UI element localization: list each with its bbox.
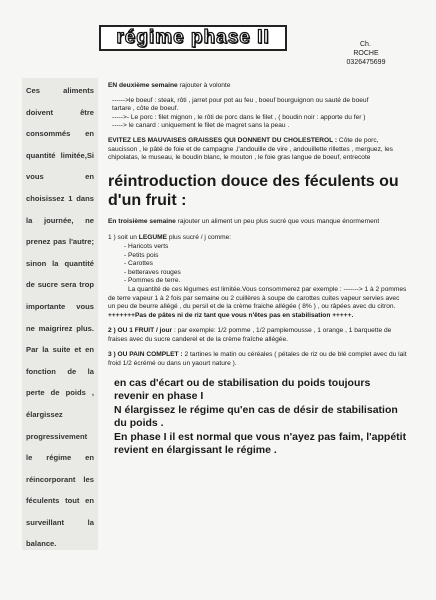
note-line: N élargissez le régime qu'en cas de désir de stabilisation du poids . <box>114 403 398 430</box>
list-item: - Pommes de terre. <box>124 277 181 285</box>
vegetable-list <box>108 243 408 286</box>
author-initials: Ch. <box>360 41 371 48</box>
list-item: - Carottes <box>124 260 153 268</box>
reintro-title: réintroduction douce des féculents ou d'un fruit : <box>108 172 399 209</box>
item1-text: La quantité de ces légumes est limitée.Vous consommerez par exemple : -------> 1 à 2 pommes de terre vapeur 1 à 2 fois par semaine ou 2 cuillères à soupe de carottes cuites vapeur servies avec un peu de beurre allégé , du persil et de la crème fraiche allégée ( 8% ) , ou râpées avec du citron. <box>108 285 407 311</box>
list-item: - betteraves rouges <box>124 268 181 276</box>
week3-line <box>108 218 408 227</box>
author-block <box>336 40 396 67</box>
note-line: en cas d'écart ou de stabilisation du poids toujours revenir en phase I <box>114 376 371 403</box>
item3-paragraph <box>108 351 408 368</box>
week2-heading-rest: rajouter à volonte <box>177 82 231 89</box>
item3-text: 2 tartines le matin ou céréales ( pétales de riz ou de blé complet avec du lait froid 1/2 écrémé ou dans un yaourt nature ). <box>108 351 407 368</box>
item1-label-rest: plus sucré / j comme: <box>167 234 232 242</box>
list-item: - Haricots verts <box>124 242 169 250</box>
week2-line: -----> le canard : uniquement le filet de magret sans la peau . <box>112 122 290 130</box>
week2-heading-line <box>108 82 408 91</box>
author-name: ROCHE <box>353 50 379 57</box>
list-item: - Petits pois <box>124 251 159 259</box>
sidebar-note <box>22 78 98 550</box>
final-notes <box>108 377 408 458</box>
item2-label: 2 ) OU 1 FRUIT / jour <box>108 327 173 335</box>
week3-heading: En troisième semaine <box>108 217 176 225</box>
week2-line: tartare , côte de boeuf. <box>112 105 179 113</box>
item2-text: : par exemple: 1/2 pomme , 1/2 pamplemousse , 1 orange , 1 barquette de fraises avec du sucre canderel et de la crème fraîche allégée. <box>108 327 392 343</box>
page-title: régime phase II <box>116 27 270 48</box>
avoid-text: Côte de porc, saucisson , le pâté de foie et de campagne ,l'andouille de vire , andouillette rillettes , merguez, les chipolatas, le museau, le boudin blanc, le mouton , le foie gras langue de boeuf, entrecote <box>108 136 393 162</box>
main-content <box>108 82 408 458</box>
week2-heading: EN deuxième semaine <box>108 82 178 89</box>
item1-label: 1 ) soit un <box>108 234 139 242</box>
avoid-paragraph <box>108 137 408 163</box>
note-line: En phase I il est normal que vous n'ayez pas faim, l'appétit revient en élargissant le régime . <box>114 430 407 457</box>
item3-label: 3 ) OU PAIN COMPLET : <box>108 351 183 359</box>
item2-paragraph <box>108 327 408 344</box>
week3-heading-rest: rajouter un aliment un peu plus sucré que vous manque énormement <box>175 217 380 225</box>
item1-warning: +++++++Pas de pâtes ni de riz tant que vous n'êtes pas en stabilisation +++++. <box>108 311 354 319</box>
sidebar-text: Ces aliments doivent être consommés en quantité limitée,Si vous en choisissez 1 dans la journée, ne prenez pas l'autre; sinon la quantité de sucre sera trop importante vous ne maigrirez plus. Par la suite et en fonction de la perte de poids , élargissez progressivement le régime en réincorporant les féculents tout en surveillant la balance. <box>26 86 94 549</box>
week2-line: ------>le boeuf : steak, rôti , jarret pour pot au feu , boeuf bourguignon ou sauté de boeuf <box>112 96 369 104</box>
item1-label-line <box>108 234 408 243</box>
avoid-heading: EVITEZ LES MAUVAISES GRAISSES QUI DONNENT DU CHOLESTEROL : <box>108 136 338 144</box>
week2-list <box>108 97 408 131</box>
title-box <box>99 25 287 51</box>
week2-line: ----->- Le porc : filet mignon , le rôti de porc dans le filet , ( boudin noir : apporte du fer ) <box>112 113 366 121</box>
author-phone: 0326475699 <box>346 59 386 66</box>
item1-label-bold: LEGUME <box>138 234 168 242</box>
